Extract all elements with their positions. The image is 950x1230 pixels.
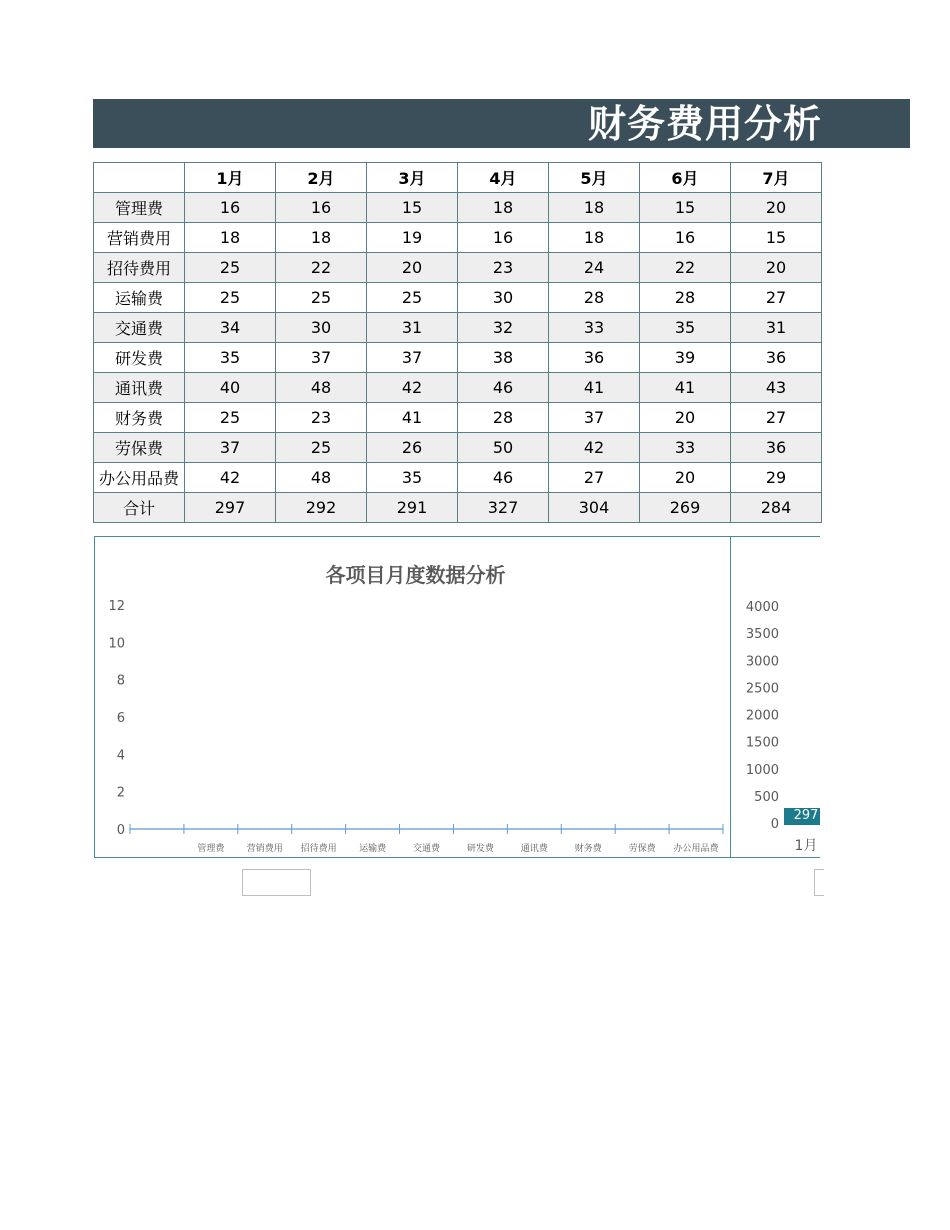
x-category-label: 办公用品费: [673, 844, 719, 854]
table-cell[interactable]: 327: [458, 493, 549, 523]
y-tick-label: 3000: [745, 654, 779, 670]
table-row: [94, 463, 822, 493]
table-cell[interactable]: 37: [549, 403, 640, 433]
table-header-cell[interactable]: 5月: [549, 163, 640, 193]
row-label-cell[interactable]: 通讯费: [94, 373, 185, 403]
table-header-cell[interactable]: 7月: [731, 163, 822, 193]
expense-table: [93, 162, 822, 523]
table-cell[interactable]: 41: [549, 373, 640, 403]
table-header-cell[interactable]: [94, 163, 185, 193]
table-cell[interactable]: 42: [367, 373, 458, 403]
table-cell[interactable]: 29: [731, 463, 822, 493]
x-category-label: 招待费用: [300, 844, 337, 854]
table-cell[interactable]: 38: [458, 343, 549, 373]
table-cell[interactable]: 46: [458, 373, 549, 403]
monthly-item-chart[interactable]: [94, 536, 735, 858]
table-cell[interactable]: 42: [549, 433, 640, 463]
row-label-cell[interactable]: 合计: [94, 493, 185, 523]
table-cell[interactable]: 37: [276, 343, 367, 373]
table-cell[interactable]: 15: [731, 223, 822, 253]
table-row: [94, 433, 822, 463]
chart1-plot: [95, 537, 736, 859]
y-tick-label: 8: [116, 673, 125, 689]
y-tick-label: 2000: [745, 708, 779, 724]
x-category-label: 营销费用: [246, 844, 283, 854]
row-label-cell[interactable]: 办公用品费: [94, 463, 185, 493]
table-cell[interactable]: 35: [185, 343, 276, 373]
table-cell[interactable]: 292: [276, 493, 367, 523]
y-tick-label: 2500: [745, 681, 779, 697]
table-cell[interactable]: 16: [185, 193, 276, 223]
table-header-cell[interactable]: 1月: [185, 163, 276, 193]
table-cell[interactable]: 15: [640, 193, 731, 223]
table-cell[interactable]: 269: [640, 493, 731, 523]
row-label-cell[interactable]: 招待费用: [94, 253, 185, 283]
y-tick-label: 4000: [745, 600, 779, 615]
table-cell[interactable]: 48: [276, 463, 367, 493]
row-label-cell[interactable]: 交通费: [94, 313, 185, 343]
table-cell[interactable]: 304: [549, 493, 640, 523]
table-cell[interactable]: 28: [458, 403, 549, 433]
y-tick-label: 1000: [745, 762, 779, 778]
table-cell[interactable]: 18: [549, 223, 640, 253]
table-cell[interactable]: 18: [458, 193, 549, 223]
table-cell[interactable]: 31: [731, 313, 822, 343]
table-cell[interactable]: 25: [185, 253, 276, 283]
y-tick-label: 10: [108, 636, 125, 652]
table-cell[interactable]: 24: [549, 253, 640, 283]
table-row: [94, 343, 822, 373]
row-label-cell[interactable]: 运输费: [94, 283, 185, 313]
y-tick-label: 6: [116, 711, 125, 726]
table-cell[interactable]: 46: [458, 463, 549, 493]
table-cell[interactable]: 31: [367, 313, 458, 343]
table-cell[interactable]: 42: [185, 463, 276, 493]
x-category-label: 1月: [794, 838, 818, 854]
x-category-label: 运输费: [359, 844, 387, 854]
y-tick-label: 4: [116, 748, 125, 764]
table-header-cell[interactable]: 4月: [458, 163, 549, 193]
table-cell[interactable]: 43: [731, 373, 822, 403]
table-cell[interactable]: 20: [731, 253, 822, 283]
table-cell[interactable]: 23: [276, 403, 367, 433]
table-cell[interactable]: 28: [640, 283, 731, 313]
table-cell[interactable]: 18: [549, 193, 640, 223]
table-cell[interactable]: 34: [185, 313, 276, 343]
table-cell[interactable]: 36: [731, 343, 822, 373]
table-cell[interactable]: 36: [731, 433, 822, 463]
table-cell[interactable]: 22: [276, 253, 367, 283]
table-row: [94, 313, 822, 343]
title-banner: [93, 99, 910, 148]
row-label-cell[interactable]: 研发费: [94, 343, 185, 373]
table-cell[interactable]: 30: [458, 283, 549, 313]
table-cell[interactable]: 16: [640, 223, 731, 253]
y-tick-label: 12: [108, 599, 125, 614]
table-cell[interactable]: 39: [640, 343, 731, 373]
x-category-label: 财务费: [574, 844, 602, 854]
table-cell[interactable]: 25: [276, 283, 367, 313]
table-cell[interactable]: 41: [367, 403, 458, 433]
table-cell[interactable]: 35: [367, 463, 458, 493]
table-cell[interactable]: 20: [640, 403, 731, 433]
x-category-label: 劳保费: [628, 844, 656, 854]
table-cell[interactable]: 27: [549, 463, 640, 493]
table-cell[interactable]: 284: [731, 493, 822, 523]
table-row: [94, 283, 822, 313]
table-cell[interactable]: 33: [549, 313, 640, 343]
table-cell[interactable]: 40: [185, 373, 276, 403]
table-cell[interactable]: 297: [185, 493, 276, 523]
table-header-cell[interactable]: 2月: [276, 163, 367, 193]
table-cell[interactable]: 27: [731, 403, 822, 433]
y-tick-label: 0: [770, 817, 779, 832]
data-label-jan: 297: [793, 808, 819, 823]
table-cell[interactable]: 18: [185, 223, 276, 253]
x-category-label: 管理费: [197, 844, 225, 854]
table-cell[interactable]: 15: [367, 193, 458, 223]
y-tick-label: 1500: [745, 735, 779, 751]
monthly-total-chart[interactable]: [730, 536, 820, 858]
chart-title: 各项目月度数据分析: [325, 563, 506, 587]
table-cell[interactable]: 25: [276, 433, 367, 463]
table-header-cell[interactable]: 6月: [640, 163, 731, 193]
table-cell[interactable]: 48: [276, 373, 367, 403]
x-category-label: 交通费: [412, 844, 441, 854]
page-title: 财务费用分析: [587, 102, 822, 146]
table-cell[interactable]: 20: [367, 253, 458, 283]
table-cell[interactable]: 32: [458, 313, 549, 343]
y-tick-label: 0: [116, 823, 125, 838]
row-label-cell[interactable]: 劳保费: [94, 433, 185, 463]
table-cell[interactable]: 50: [458, 433, 549, 463]
table-cell[interactable]: 20: [640, 463, 731, 493]
table-cell[interactable]: 37: [367, 343, 458, 373]
table-cell[interactable]: 35: [640, 313, 731, 343]
table-row: [94, 493, 822, 523]
table-cell[interactable]: 19: [367, 223, 458, 253]
table-row: [94, 253, 822, 283]
chart-resize-handle[interactable]: [814, 869, 824, 896]
table-header-cell[interactable]: 3月: [367, 163, 458, 193]
table-header-row: [94, 163, 822, 193]
y-tick-label: 2: [116, 785, 125, 801]
table-cell[interactable]: 16: [276, 193, 367, 223]
table-cell[interactable]: 41: [640, 373, 731, 403]
table-cell[interactable]: 28: [549, 283, 640, 313]
row-label-cell[interactable]: 财务费: [94, 403, 185, 433]
table-cell[interactable]: 30: [276, 313, 367, 343]
y-tick-label: 3500: [745, 627, 779, 643]
table-cell[interactable]: 22: [640, 253, 731, 283]
table-cell[interactable]: 36: [549, 343, 640, 373]
table-cell[interactable]: 25: [185, 283, 276, 313]
table-cell[interactable]: 23: [458, 253, 549, 283]
chart2-plot: [731, 537, 820, 858]
table-row: [94, 223, 822, 253]
row-label-cell[interactable]: 营销费用: [94, 223, 185, 253]
table-cell[interactable]: 291: [367, 493, 458, 523]
table-cell[interactable]: 26: [367, 433, 458, 463]
table-cell[interactable]: 25: [367, 283, 458, 313]
row-label-cell[interactable]: 管理费: [94, 193, 185, 223]
table-cell[interactable]: 27: [731, 283, 822, 313]
table-cell[interactable]: 16: [458, 223, 549, 253]
x-category-label: 通讯费: [520, 844, 548, 854]
table-cell[interactable]: 37: [185, 433, 276, 463]
chart-resize-handle[interactable]: [242, 869, 311, 896]
table-row: [94, 373, 822, 403]
x-category-label: 研发费: [466, 844, 494, 854]
table-row: [94, 193, 822, 223]
table-cell[interactable]: 18: [276, 223, 367, 253]
table-cell[interactable]: 25: [185, 403, 276, 433]
table-row: [94, 403, 822, 433]
y-tick-label: 500: [754, 789, 779, 805]
table-cell[interactable]: 20: [731, 193, 822, 223]
table-cell[interactable]: 33: [640, 433, 731, 463]
